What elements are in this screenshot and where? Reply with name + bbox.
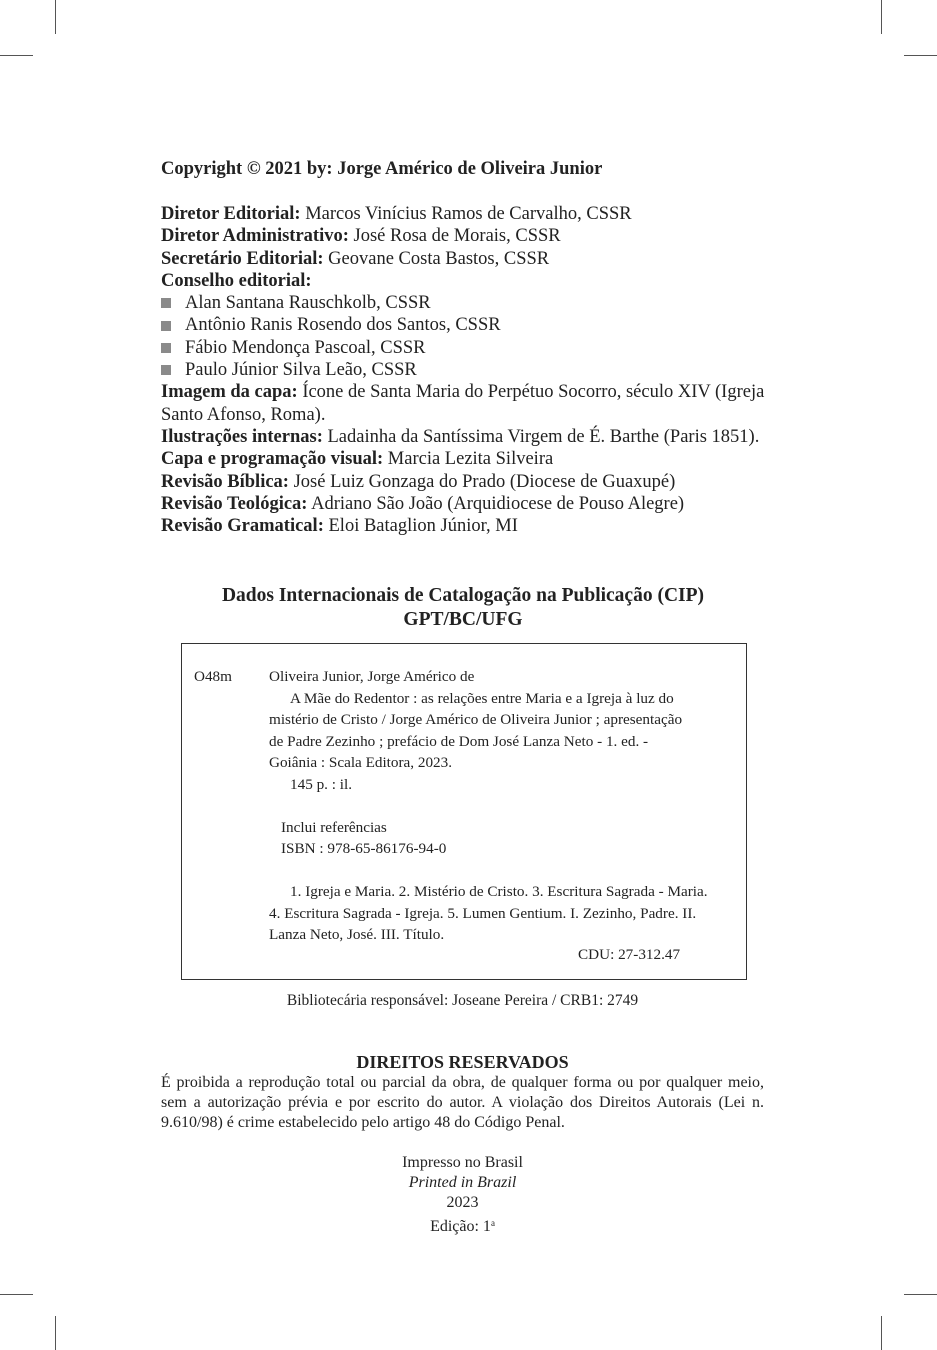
credit-row [161, 381, 771, 426]
crop-mark [0, 1294, 33, 1295]
rights-title: DIREITOS RESERVADOS [356, 1052, 569, 1072]
year-line: 2023 [446, 1194, 479, 1211]
catalog-author: Oliveira Junior, Jorge Américo de [269, 668, 475, 685]
edition-superscript: a [490, 1218, 495, 1228]
cdu-number: CDU: 27-312.47 [578, 946, 681, 963]
edition-line [0, 1213, 925, 1237]
credit-label: Revisão Gramatical: [161, 516, 324, 537]
cutter-code: O48m [194, 668, 232, 685]
credit-row [161, 426, 771, 448]
member-name: Alan Santana Rauschkolb, CSSR [185, 293, 431, 314]
crop-mark [55, 0, 56, 34]
catalog-line: de Padre Zezinho ; prefácio de Dom José Lanza Neto - 1. ed. - [269, 732, 649, 750]
credit-value: Adriano São João (Arquidiocese de Pouso Alegre) [311, 493, 685, 514]
crop-mark [904, 1294, 937, 1295]
bullet-square-icon [161, 365, 171, 375]
catalog-card [181, 643, 747, 980]
crop-mark [881, 1316, 882, 1350]
rights-text: É proibida a reprodução total ou parcial da obra, de qualquer forma ou por qualquer meio, sem a autorização prévia e por escrito do autor. A violação dos Direitos Autorais (Lei n. 9.610/98) é crime estabelecido pelo artigo 48 do Código Penal. [161, 1074, 764, 1131]
credit-value: Eloi Bataglion Júnior, MI [328, 516, 518, 537]
imprint [0, 1153, 925, 1237]
credit-row [161, 515, 771, 537]
bullet-square-icon [161, 321, 171, 331]
credits [161, 203, 771, 537]
member-name: Antônio Ranis Rosendo dos Santos, CSSR [185, 315, 501, 336]
credit-value: Marcos Vinícius Ramos de Carvalho, CSSR [305, 204, 632, 224]
catalog-line: 4. Escritura Sagrada - Igreja. 5. Lumen Gentium. I. Zezinho, Padre. II. [269, 904, 697, 922]
credit-value: José Rosa de Morais, CSSR [353, 226, 561, 247]
catalog-note: Inclui referências [281, 818, 387, 836]
credit-label: Ilustrações internas: [161, 426, 323, 447]
credit-label: Imagem da capa: [161, 382, 298, 403]
catalog-subjects: 1. Igreja e Maria. 2. Mistério de Cristo. 3. Escritura Sagrada - Maria. [290, 883, 708, 900]
list-item [161, 337, 771, 359]
edition-label: Edição: 1 [430, 1218, 491, 1235]
member-name: Paulo Júnior Silva Leão, CSSR [185, 360, 417, 381]
credit-label: Secretário Editorial: [161, 248, 324, 269]
credit-value: Ladainha da Santíssima Virgem de É. Barthe (Paris 1851). [327, 426, 760, 447]
crop-mark [0, 55, 33, 56]
catalog-entry [269, 666, 739, 946]
bullet-square-icon [161, 298, 171, 308]
list-item [161, 292, 771, 314]
crop-mark [904, 55, 937, 56]
credit-row [161, 203, 771, 225]
catalog-line: Lanza Neto, José. III. Título. [269, 926, 445, 943]
librarian-line: Bibliotecária responsável: Joseane Pereira / CRB1: 2749 [286, 992, 639, 1009]
list-item [161, 359, 771, 381]
credit-value: Marcia Lezita Silveira [387, 449, 554, 470]
catalog-pages: 145 p. : il. [290, 775, 353, 793]
catalog-isbn: ISBN : 978-65-86176-94-0 [281, 840, 447, 857]
catalog-line: Goiânia : Scala Editora, 2023. [269, 754, 453, 771]
printed-line: Printed in Brazil [408, 1174, 517, 1191]
credit-label: Diretor Administrativo: [161, 226, 349, 247]
crop-mark [881, 0, 882, 34]
list-item [161, 314, 771, 336]
credit-row [161, 471, 771, 493]
credit-value: Ícone de Santa Maria do Perpétuo Socorro, século XIV (Igreja Santo Afonso, Roma). [161, 382, 765, 425]
member-name: Fábio Mendonça Pascoal, CSSR [185, 337, 426, 358]
credit-row [161, 493, 771, 515]
credit-label: Diretor Editorial: [161, 204, 301, 224]
cip-heading [161, 584, 765, 632]
copyright-line: Copyright © 2021 by: Jorge Américo de Oliveira Junior [161, 159, 603, 179]
catalog-title: A Mãe do Redentor : as relações entre Maria e a Igreja à luz do [290, 689, 674, 707]
credit-row [161, 448, 771, 470]
credit-value: Geovane Costa Bastos, CSSR [328, 248, 550, 269]
conselho-label: Conselho editorial: [161, 270, 312, 291]
credit-label: Capa e programação visual: [161, 449, 384, 470]
crop-mark [55, 1316, 56, 1350]
credit-label: Revisão Bíblica: [161, 471, 289, 492]
credit-row [161, 225, 771, 247]
cip-subtitle: GPT/BC/UFG [403, 609, 523, 630]
bullet-square-icon [161, 343, 171, 353]
credit-row [161, 248, 771, 270]
credit-value: José Luiz Gonzaga do Prado (Diocese de Guaxupé) [293, 471, 676, 492]
impresso-line: Impresso no Brasil [402, 1154, 523, 1171]
credit-row [161, 270, 771, 292]
cip-title: Dados Internacionais de Catalogação na Publicação (CIP) [221, 585, 705, 606]
catalog-line: mistério de Cristo / Jorge Américo de Oliveira Junior ; apresentação [269, 711, 683, 728]
credit-label: Revisão Teológica: [161, 493, 308, 514]
